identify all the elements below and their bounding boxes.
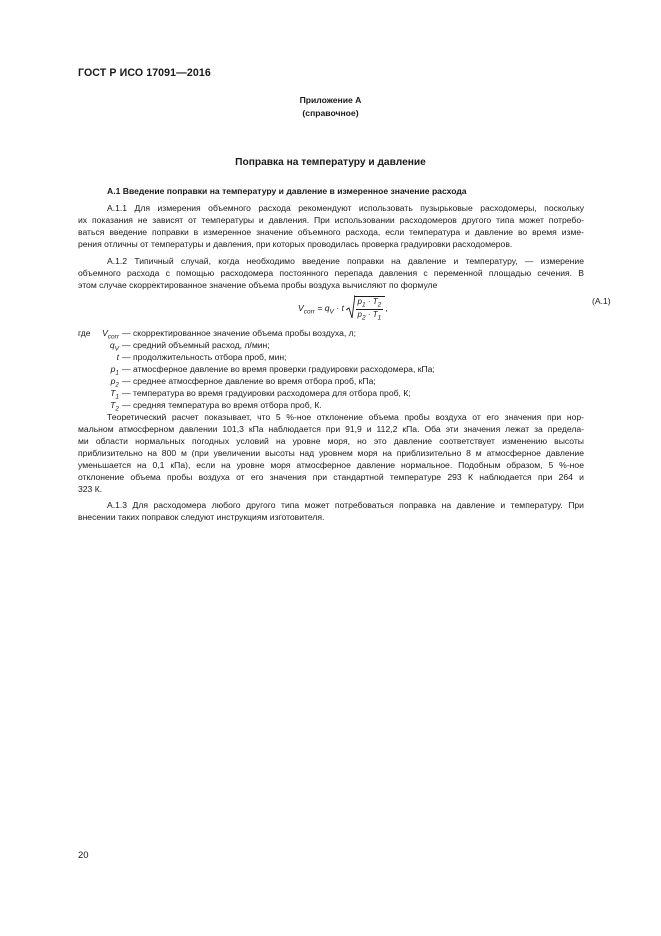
annex-subtitle: (справочное) xyxy=(302,108,359,118)
paragraph-line: рения отличны от температуры и давления, при которых проводилась проверка градуировки расходомеров. xyxy=(78,239,513,249)
page-number: 20 xyxy=(78,850,89,861)
definition-symbol: t xyxy=(116,352,119,362)
definition-text: — атмосферное давление во время проверки градуировки расходомера, кПа; xyxy=(122,364,435,374)
definition-symbol: $T_2$ xyxy=(110,400,119,413)
definition-text: — средняя температура во время отбора проб, К. xyxy=(122,400,322,410)
definition-text: — средний объемный расход, л/мин; xyxy=(122,340,270,350)
equation-number: (А.1) xyxy=(592,296,611,306)
paragraph-line: этом случае скорректированное значение объема пробы воздуха вычисляют по формуле xyxy=(78,280,438,290)
definition-text: — температура во время градуировки расходомера для отбора проб, К; xyxy=(122,388,411,398)
document-header: ГОСТ Р ИСО 17091—2016 xyxy=(78,67,211,79)
definition-symbol: $V_{corr}$ xyxy=(102,328,119,341)
paragraph-line: ми области нормальных погодных условий на уровне моря, но это давление соответствует изменению высоты xyxy=(78,436,584,446)
paragraph-line: приблизительно на 800 м (при увеличении высоты над уровнем моря на приблизительно 8 м атмосферное давление xyxy=(78,448,584,458)
annex-title: Приложение А xyxy=(299,95,362,105)
paragraph-line: ваться введение поправки в измеренное значение объемного расхода, если температура и давление во время изме- xyxy=(78,227,584,237)
paragraph-line: внесении таких поправок следуют инструкциям изготовителя. xyxy=(78,512,325,522)
paragraph-line: Теоретический расчет показывает, что 5 %-ное отклонение объема пробы воздуха от его значения при нор- xyxy=(107,412,584,422)
definition-text: — продолжительность отбора проб, мин; xyxy=(122,352,287,362)
square-root: $\frac{p_1 \cdot T_2}{p_2 \cdot T_1}$ xyxy=(354,296,386,321)
paragraph-line: уменьшается на 0,1 кПа), если на уровне моря атмосферное давление нормальное. Подобным образом, 5 %-ное xyxy=(78,460,584,470)
definition-symbol: $q_V$ xyxy=(109,340,119,353)
formula: $V_{corr} = q_V \cdot t$ · $\frac{p_1 \cdot T_2}{p_2 \cdot T_1}$ , xyxy=(298,296,388,321)
definition-symbol: $p_1$ xyxy=(110,364,119,377)
definition-text: — среднее атмосферное давление во время отбора проб, кПа; xyxy=(122,376,376,386)
where-label: где xyxy=(78,328,91,338)
radical-sign-icon xyxy=(346,294,355,320)
paragraph-line: объемного расхода с помощью расходомера постоянного перепада давления с переменной площадью сечения. В xyxy=(78,268,584,278)
section-title: Поправка на температуру и давление xyxy=(235,157,426,168)
paragraph-line: А.1.1 Для измерения объемного расхода рекомендуют использовать пузырьковые расходомеры, поскольку xyxy=(107,203,584,213)
paragraph-line: А.1.2 Типичный случай, когда необходимо введение поправки на давление и температуру, — измерение xyxy=(107,256,584,266)
paragraph-line: А.1.3 Для расходомера любого другого типа может потребоваться поправка на давление и температуру. При xyxy=(107,500,584,510)
paragraph-line: мальном атмосферном давлении 101,3 кПа наблюдается при 91,9 и 112,2 кПа. Оба эти значения лежат за предела- xyxy=(78,424,584,434)
paragraph-line: отклонение объема пробы воздуха от его значения при стандартной температуре 293 К наблюдается при 264 и xyxy=(78,472,584,482)
definition-symbol: $T_1$ xyxy=(110,388,119,401)
paragraph-line: их показания не зависят от температуры и давления. При использовании расходомеров другого типа может потребо- xyxy=(78,215,584,225)
definition-symbol: $p_2$ xyxy=(110,376,119,389)
subsection-heading: А.1 Введение поправки на температуру и давление в измеренное значение расхода xyxy=(107,186,467,196)
definition-text: — скорректированное значение объема пробы воздуха, л; xyxy=(122,328,357,338)
paragraph-line: 323 К. xyxy=(78,484,103,494)
